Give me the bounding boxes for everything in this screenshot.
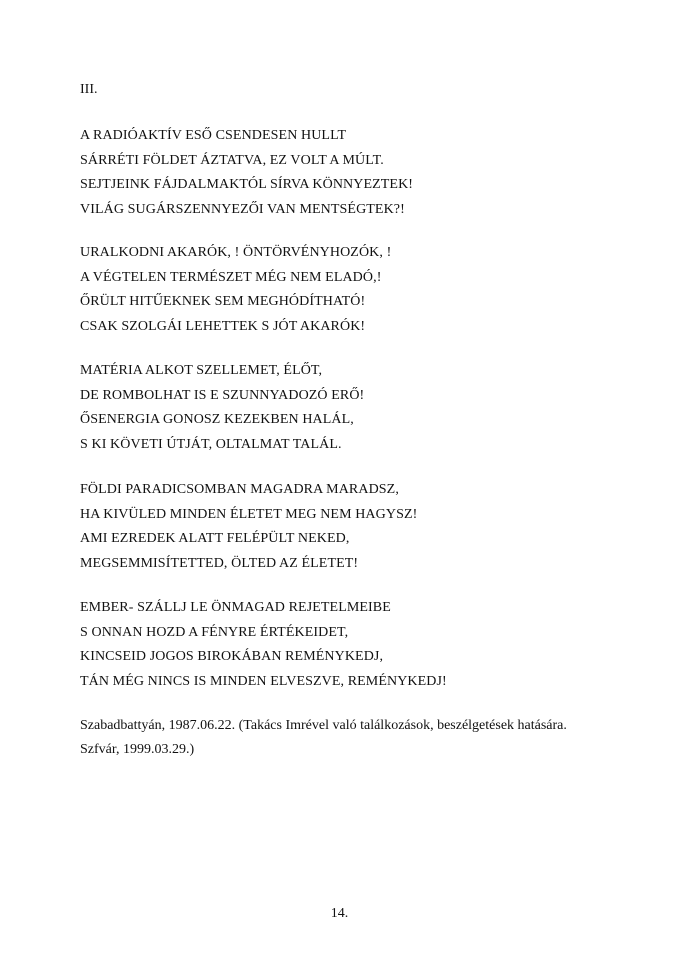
poem-line: CSAK SZOLGÁI LEHETTEK S JÓT AKARÓK!: [80, 318, 366, 334]
poem-line: KINCSEID JOGOS BIROKÁBAN REMÉNYKEDJ,: [80, 649, 384, 664]
dateline-note: [80, 714, 620, 762]
poem-line: ŐSENERGIA GONOSZ KEZEKBEN HALÁL,: [80, 412, 354, 427]
stanza-1: [80, 124, 620, 222]
stanza-3: [80, 359, 620, 457]
poem-line: A RADIÓAKTÍV ESŐ CSENDESEN HULLT: [80, 128, 347, 143]
stanza-4: [80, 478, 620, 576]
poem-line: A VÉGTELEN TERMÉSZET MÉG NEM ELADÓ,!: [80, 269, 382, 285]
poem-line: EMBER- SZÁLLJ LE ÖNMAGAD REJETELMEIBE: [80, 600, 391, 615]
stanza-2: [80, 241, 620, 339]
poem-line: ŐRÜLT HITŰEKNEK SEM MEGHÓDÍTHATÓ!: [80, 294, 366, 309]
section-number: III.: [80, 82, 98, 97]
poem-line: SEJTJEINK FÁJDALMAKTÓL SÍRVA KÖNNYEZTEK!: [80, 177, 414, 192]
poem-line: TÁN MÉG NINCS IS MINDEN ELVESZVE, REMÉNYKEDJ!: [80, 673, 447, 689]
poem-line: HA KIVÜLED MINDEN ÉLETET MEG NEM HAGYSZ!: [80, 506, 418, 522]
poem-line: MATÉRIA ALKOT SZELLEMET, ÉLŐT,: [80, 363, 323, 378]
poem-line: VILÁG SUGÁRSZENNYEZŐI VAN MENTSÉGTEK?!: [80, 201, 405, 217]
note-line: Szabadbattyán, 1987.06.22. (Takács Imrével való találkozások, beszélgetések hatására.: [80, 718, 567, 733]
poem-line: DE ROMBOLHAT IS E SZUNNYADOZÓ ERŐ!: [80, 387, 365, 403]
poem-line: MEGSEMMISÍTETTED, ÖLTED AZ ÉLETET!: [80, 555, 359, 571]
poem-line: S ONNAN HOZD A FÉNYRE ÉRTÉKEIDET,: [80, 624, 349, 640]
note-line: Szfvár, 1999.03.29.): [80, 742, 195, 757]
stanza-5: [80, 596, 620, 694]
poem-line: S KI KÖVETI ÚTJÁT, OLTALMAT TALÁL.: [80, 436, 342, 452]
page-number: 14.: [330, 906, 349, 921]
poem-line: AMI EZREDEK ALATT FELÉPÜLT NEKED,: [80, 531, 350, 546]
poem-line: URALKODNI AKARÓK, ! ÖNTÖRVÉNYHOZÓK, !: [80, 245, 392, 260]
poem-line: FÖLDI PARADICSOMBAN MAGADRA MARADSZ,: [80, 482, 399, 497]
poem-line: SÁRRÉTI FÖLDET ÁZTATVA, EZ VOLT A MÚLT.: [80, 152, 384, 168]
